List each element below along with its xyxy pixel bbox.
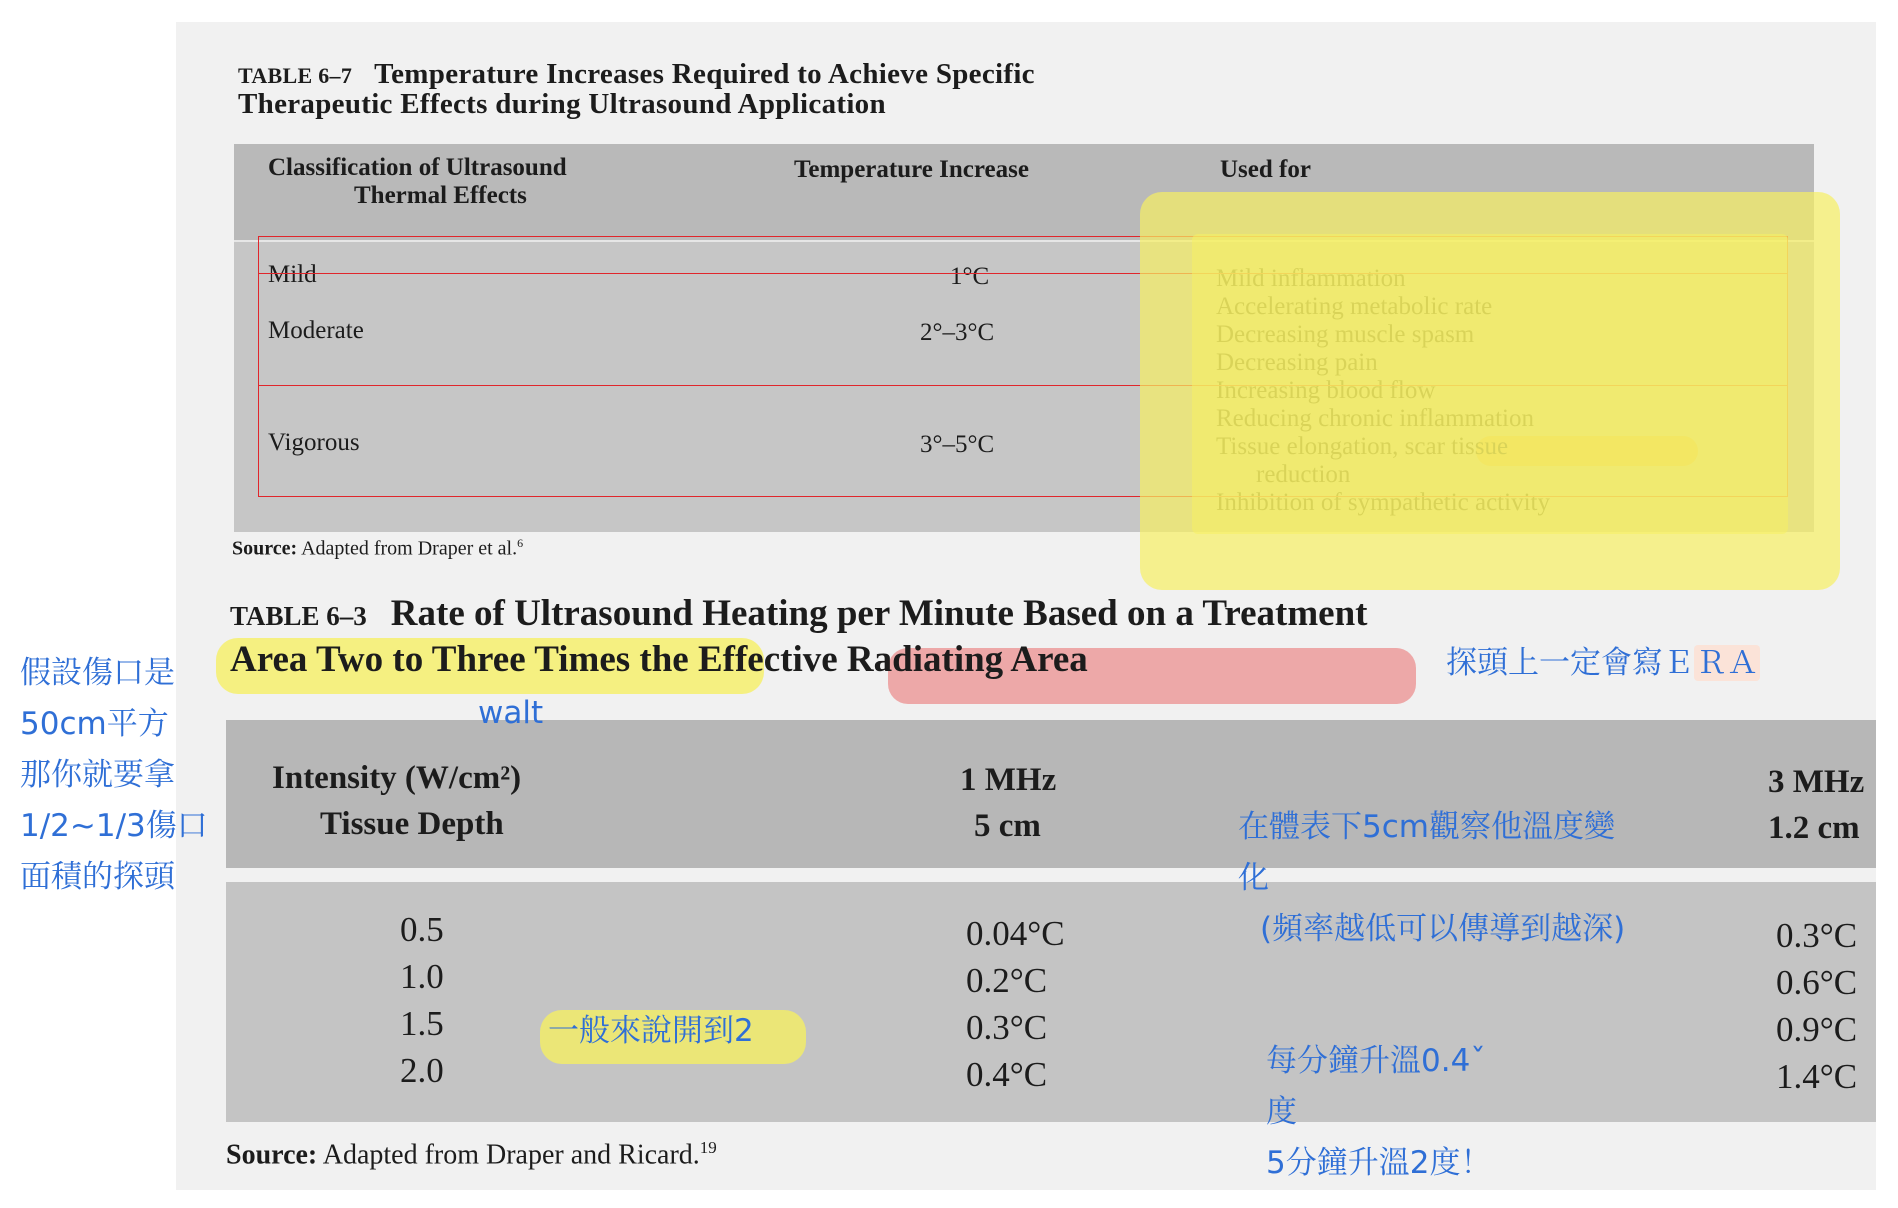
mhz1-0-5: 0.04°C xyxy=(966,914,1065,953)
table2-source-ref: 19 xyxy=(699,1138,717,1157)
table2-source-label: Source: xyxy=(226,1139,318,1171)
table2-title-line1: Rate of Ultrasound Heating per Minute Based on a Treatment xyxy=(390,593,1368,634)
table1-row3-temperature: 3°–5°C xyxy=(920,431,995,458)
table1-source-label: Source: xyxy=(232,537,298,560)
table2-header-1-2cm: 1.2 cm xyxy=(1768,810,1860,846)
table1-title-line2: Therapeutic Effects during Ultrasound Application xyxy=(238,88,886,120)
used-for-highlight-frame xyxy=(1140,192,1840,590)
table1-title xyxy=(238,60,1035,119)
mhz3-1-5: 0.9°C xyxy=(1776,1010,1858,1049)
table1-header-classification-line1: Classification of Ultrasound xyxy=(268,154,567,181)
table2-title-the: the xyxy=(639,639,689,680)
left-note-line4: 1/2~1/3傷口 xyxy=(20,808,208,844)
table1-source xyxy=(232,532,523,560)
left-note-line2: 50cm平方 xyxy=(20,706,169,742)
mhz3-1-0: 0.6°C xyxy=(1776,963,1858,1002)
era-note xyxy=(1446,638,1760,689)
table1-source-text: Adapted from Draper et al. xyxy=(301,537,518,560)
table1-row1-classification: Mild xyxy=(268,261,317,288)
left-note xyxy=(20,648,208,903)
typical-note: 一般來說開到2 xyxy=(548,1013,754,1049)
table1-header-used-for: Used for xyxy=(1220,156,1311,183)
table2-title-era: Effective Radiating Area xyxy=(697,639,1088,680)
rate-note-line2: 度 xyxy=(1266,1094,1297,1130)
table1-label: TABLE 6–7 xyxy=(238,63,353,88)
table1-title-line1: Temperature Increases Required to Achieve Specific xyxy=(374,58,1035,90)
left-note-line3: 那你就要拿 xyxy=(20,757,175,793)
mhz3-2-0: 1.4°C xyxy=(1776,1057,1858,1096)
rate-note xyxy=(1266,1036,1491,1189)
left-note-line5: 面積的探頭 xyxy=(20,859,175,895)
table1-row2-temperature: 2°–3°C xyxy=(920,319,995,346)
table2-header-intensity: Intensity (W/cm²) xyxy=(272,760,522,796)
rate-note-line1: 每分鐘升溫0.4ˇ xyxy=(1266,1043,1486,1079)
mhz1-1-5: 0.3°C xyxy=(966,1008,1048,1047)
rate-note-line3: 5分鐘升溫2度！ xyxy=(1266,1145,1492,1181)
depth-note-line1: 在體表下5cm觀察他溫度變 xyxy=(1238,809,1615,845)
intensity-2-0: 2.0 xyxy=(400,1051,444,1090)
era-note-highlight: ＲＡ xyxy=(1696,645,1758,681)
mhz3-0-5: 0.3°C xyxy=(1776,916,1858,955)
left-note-line1: 假設傷口是 xyxy=(20,655,175,691)
mhz1-1-0: 0.2°C xyxy=(966,961,1048,1000)
era-note-text: 探頭上一定會寫Ｅ xyxy=(1446,645,1694,681)
table1-row1-temperature: 1°C xyxy=(950,263,990,290)
intensity-1-0: 1.0 xyxy=(400,957,444,996)
table2-body xyxy=(226,882,1876,1122)
table2-header-1mhz: 1 MHz xyxy=(960,762,1057,798)
depth-note-line3: (頻率越低可以傳導到越深) xyxy=(1260,911,1626,947)
table1-header-classification-line2: Thermal Effects xyxy=(354,182,527,209)
intensity-1-5: 1.5 xyxy=(400,1004,444,1043)
table1-row3-classification: Vigorous xyxy=(268,429,360,456)
table2-header-3mhz: 3 MHz xyxy=(1768,764,1865,800)
table2-title xyxy=(230,592,1368,681)
intensity-0-5: 0.5 xyxy=(400,910,444,949)
table1-row2-classification: Moderate xyxy=(268,317,364,344)
table1-header-temperature: Temperature Increase xyxy=(794,156,1029,183)
table1-source-ref: 6 xyxy=(517,536,524,550)
depth-note xyxy=(1238,802,1625,955)
table2-header-5cm: 5 cm xyxy=(974,808,1041,844)
table2-header-depth: Tissue Depth xyxy=(320,806,504,842)
mhz1-2-0: 0.4°C xyxy=(966,1055,1048,1094)
table2-title-area: Area Two to Three Times xyxy=(230,639,631,680)
used-for-highlight-inner xyxy=(1192,234,1788,534)
walt-note: walt xyxy=(478,695,544,731)
table2-source xyxy=(226,1132,717,1171)
depth-note-line2: 化 xyxy=(1238,860,1269,896)
table2-label: TABLE 6–3 xyxy=(230,601,367,631)
table2-header xyxy=(226,720,1876,868)
table2-source-text: Adapted from Draper and Ricard. xyxy=(322,1139,700,1171)
